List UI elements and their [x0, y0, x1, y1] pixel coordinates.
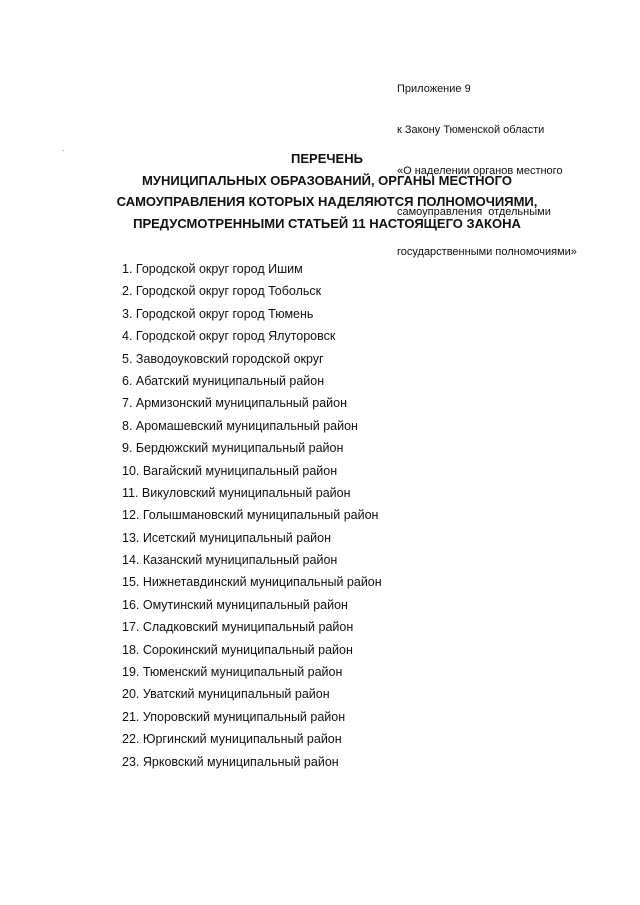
appendix-line: самоуправления отдельными: [397, 205, 551, 218]
list-item: 17. Сладковский муниципальный район: [122, 620, 354, 635]
list-item: 16. Омутинский муниципальный район: [122, 597, 348, 612]
document-title: [60, 148, 594, 235]
title-line: МУНИЦИПАЛЬНЫХ ОБРАЗОВАНИЙ, ОРГАНЫ МЕСТНОГО: [142, 172, 512, 188]
list-item: 5. Заводоуковский городской округ: [122, 351, 324, 366]
list-item: 9. Бердюжский муниципальный район: [122, 441, 344, 456]
list-item: 10. Вагайский муниципальный район: [122, 463, 338, 478]
list-item: 14. Казанский муниципальный район: [122, 553, 338, 568]
list-item: 2. Городской округ город Тобольск: [122, 284, 322, 299]
list-item: 4. Городской округ город Ялуторовск: [122, 329, 336, 344]
list-item: 3. Городской округ город Тюмень: [122, 306, 314, 321]
appendix-line: государственными полномочиями»: [397, 246, 577, 259]
municipality-list: [122, 258, 542, 773]
list-item: 13. Исетский муниципальный район: [122, 530, 331, 545]
list-item: 23. Ярковский муниципальный район: [122, 754, 339, 769]
list-item: 12. Голышмановский муниципальный район: [122, 508, 379, 523]
title-line: САМОУПРАВЛЕНИЯ КОТОРЫХ НАДЕЛЯЮТСЯ ПОЛНОМОЧИЯМИ,: [116, 194, 538, 210]
list-item: 22. Юргинский муниципальный район: [122, 732, 342, 747]
list-item: 21. Упоровский муниципальный район: [122, 709, 346, 724]
list-item: 6. Абатский муниципальный район: [122, 373, 325, 388]
list-item: 8. Аромашевский муниципальный район: [122, 418, 358, 433]
list-item: 15. Нижнетавдинский муниципальный район: [122, 575, 382, 590]
appendix-line: к Закону Тюменской области: [397, 123, 545, 136]
list-item: 1. Городской округ город Ишим: [122, 262, 303, 276]
list-item: 18. Сорокинский муниципальный район: [122, 642, 353, 657]
list-item: 11. Викуловский муниципальный район: [122, 485, 351, 500]
appendix-line: Приложение 9: [397, 83, 471, 96]
title-line: ПРЕДУСМОТРЕННЫМИ СТАТЬЕЙ 11 НАСТОЯЩЕГО ЗАКОНА: [133, 216, 521, 232]
list-item: 20. Уватский муниципальный район: [122, 687, 330, 702]
appendix-line: «О наделении органов местного: [397, 164, 563, 177]
title-line: ПЕРЕЧЕНЬ: [291, 151, 363, 166]
list-item: 7. Армизонский муниципальный район: [122, 396, 347, 411]
list-item: 19. Тюменский муниципальный район: [122, 665, 343, 680]
